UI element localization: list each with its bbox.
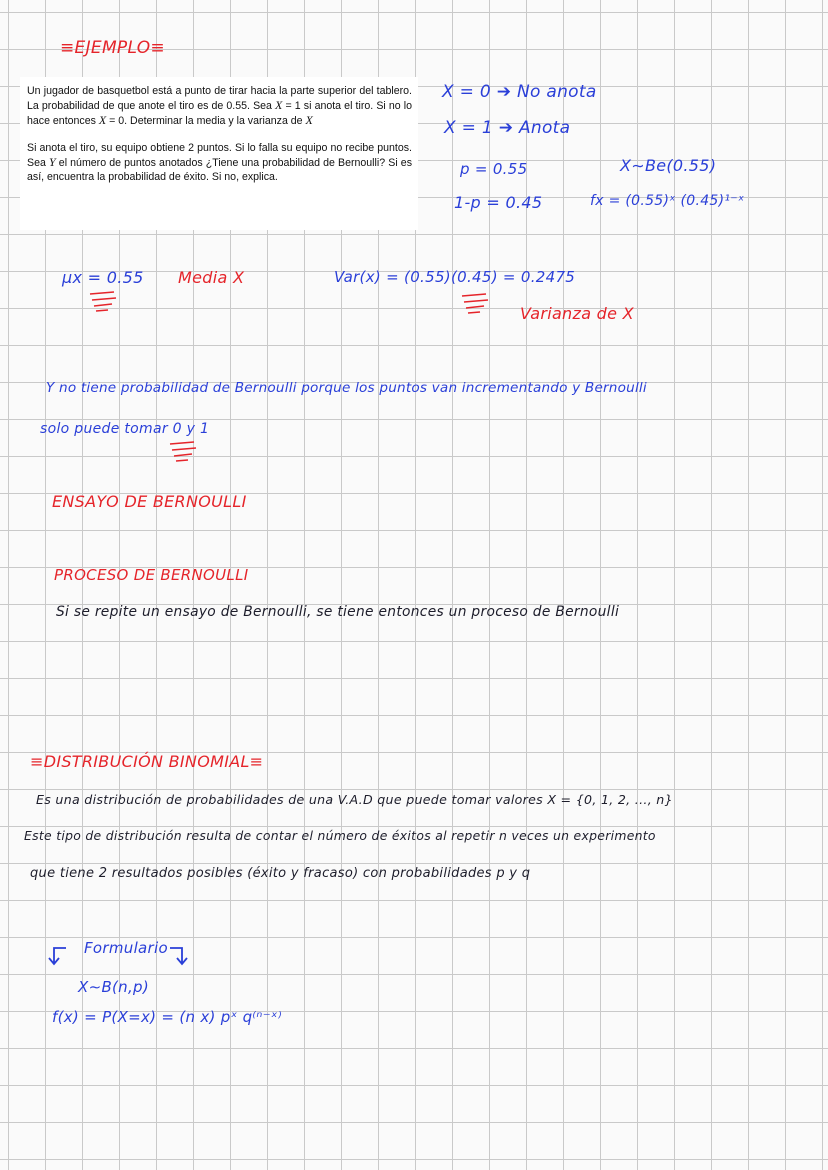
note-p: p = 0.55 — [460, 160, 528, 178]
variance-formula: Var(x) = (0.55)(0.45) = 0.2475 — [334, 268, 576, 286]
proceso-heading: PROCESO DE BERNOULLI — [54, 566, 249, 584]
mean-label: Media X — [178, 268, 245, 287]
mean-formula: μx = 0.55 — [62, 268, 144, 287]
binomial-line-3: que tiene 2 resultados posibles (éxito y fracaso) con probabilidades p y q — [30, 866, 531, 881]
problem-paragraph-1: Un jugador de basquetbol está a punto de tirar hacia la parte superior del tablero. La probabilidad de que anote el tiro es de 0.55. Sea X = 1 si anota el tiro. Si no lo hace entonces X = 0. Determinar la media y la varianza de X — [27, 85, 412, 128]
formulario-left-arrow-icon — [48, 944, 70, 968]
variance-label: Varianza de X — [520, 304, 634, 323]
note-distribution: X∼Be(0.55) — [620, 156, 717, 175]
ensayo-heading: ENSAYO DE BERNOULLI — [52, 492, 247, 511]
proceso-text: Si se repite un ensayo de Bernoulli, se tiene entonces un proceso de Bernoulli — [56, 604, 620, 620]
formulario-distribution: X∼B(n,p) — [78, 978, 150, 996]
note-q: 1-p = 0.45 — [454, 193, 543, 212]
note-x1: X = 1 ➔ Anota — [444, 118, 571, 138]
note-x0: X = 0 ➔ No anota — [442, 82, 597, 102]
problem-paragraph-2: Si anota el tiro, su equipo obtiene 2 puntos. Si lo falla su equipo no recibe puntos. Sea Y el número de puntos anotados ¿Tiene una probabilidad de Bernoulli? Si es así, encuentra la probabilidad de éxito. Si no, explica. — [27, 141, 412, 184]
binomial-line-1: Es una distribución de probabilidades de una V.A.D que puede tomar valores X = {0, 1, 2, ..., n} — [36, 792, 673, 807]
binomial-heading: ≡DISTRIBUCIÓN BINOMIAL≡ — [30, 752, 264, 771]
example-heading: ≡EJEMPLO≡ — [60, 38, 165, 58]
binomial-line-2: Este tipo de distribución resulta de contar el número de éxitos al repetir n veces un experimento — [24, 828, 656, 843]
mean-emphasis-mark — [86, 290, 122, 314]
variance-emphasis-mark — [458, 292, 494, 316]
answer-emphasis-mark — [166, 440, 202, 466]
bernoulli-answer-line-1: Y no tiene probabilidad de Bernoulli porque los puntos van incrementando y Bernoulli — [46, 380, 647, 396]
problem-statement — [20, 77, 418, 230]
formulario-title: Formulario — [84, 939, 168, 957]
note-pmf: fx = (0.55)ˣ (0.45)¹⁻ˣ — [590, 193, 745, 209]
formulario-pmf: f(x) = P(X=x) = (n x) pˣ q⁽ⁿ⁻ˣ⁾ — [52, 1008, 282, 1026]
formulario-right-arrow-icon — [168, 944, 190, 968]
bernoulli-answer-line-2: solo puede tomar 0 y 1 — [40, 421, 210, 437]
